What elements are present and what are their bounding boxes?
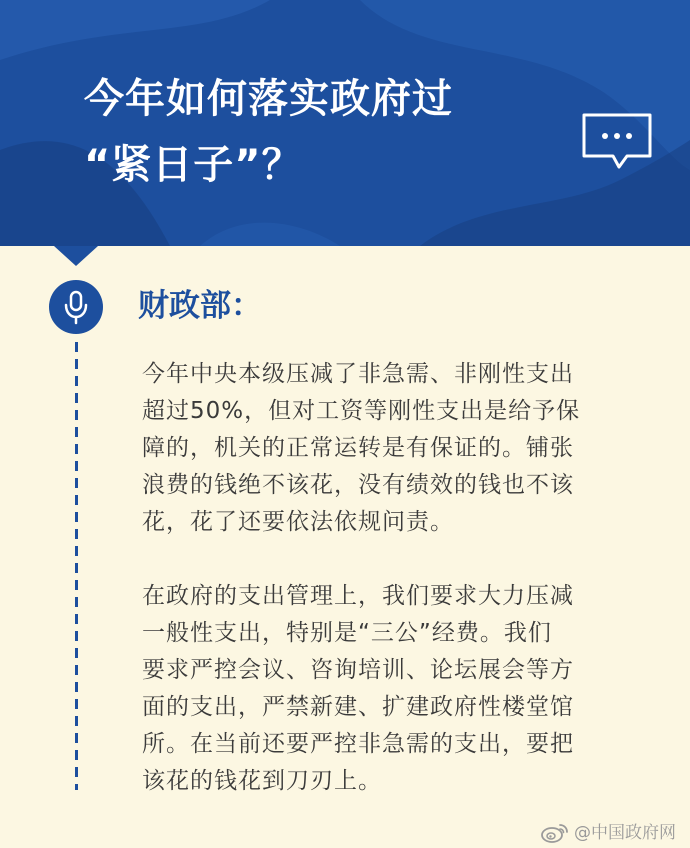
weibo-icon bbox=[540, 822, 570, 844]
watermark bbox=[540, 822, 676, 844]
paragraph-line: 浪费的钱绝不该花，没有绩效的钱也不该 bbox=[142, 472, 574, 498]
paragraph-line: 超过50%，但对工资等刚性支出是给予保 bbox=[142, 398, 581, 424]
microphone-icon bbox=[49, 280, 103, 334]
watermark-text: @中国政府网 bbox=[574, 823, 676, 843]
paragraph-2 bbox=[142, 578, 642, 800]
section-title: 财政部： bbox=[138, 288, 262, 324]
paragraph-line: 花，花了还要依法依规问责。 bbox=[142, 509, 454, 535]
paragraph-line: 今年中央本级压减了非急需、非刚性支出 bbox=[142, 361, 574, 387]
paragraph-line: 在政府的支出管理上，我们要求大力压减 bbox=[142, 583, 574, 609]
paragraph-line: 一般性支出，特别是“三公”经费。我们 bbox=[142, 620, 552, 646]
page-title-line-2: “紧日子”？ bbox=[84, 142, 303, 188]
paragraph-1 bbox=[142, 356, 642, 541]
timeline-dashed-line bbox=[75, 342, 78, 790]
page-title bbox=[84, 66, 453, 198]
paragraph-line: 面的支出，严禁新建、扩建政府性楼堂馆 bbox=[142, 694, 574, 720]
header-banner bbox=[0, 0, 690, 246]
page-title-line-1: 今年如何落实政府过 bbox=[84, 76, 453, 122]
microphone-badge bbox=[49, 280, 103, 334]
header-pointer-notch bbox=[54, 246, 98, 266]
paragraph-line: 要求严控会议、咨询培训、论坛展会等方 bbox=[142, 657, 574, 683]
paragraph-line: 障的，机关的正常运转是有保证的。铺张 bbox=[142, 435, 574, 461]
chat-bubble-ellipsis-icon bbox=[581, 112, 653, 172]
paragraph-line: 该花的钱花到刀刃上。 bbox=[142, 768, 382, 794]
paragraph-line: 所。在当前还要严控非急需的支出，要把 bbox=[142, 731, 574, 757]
